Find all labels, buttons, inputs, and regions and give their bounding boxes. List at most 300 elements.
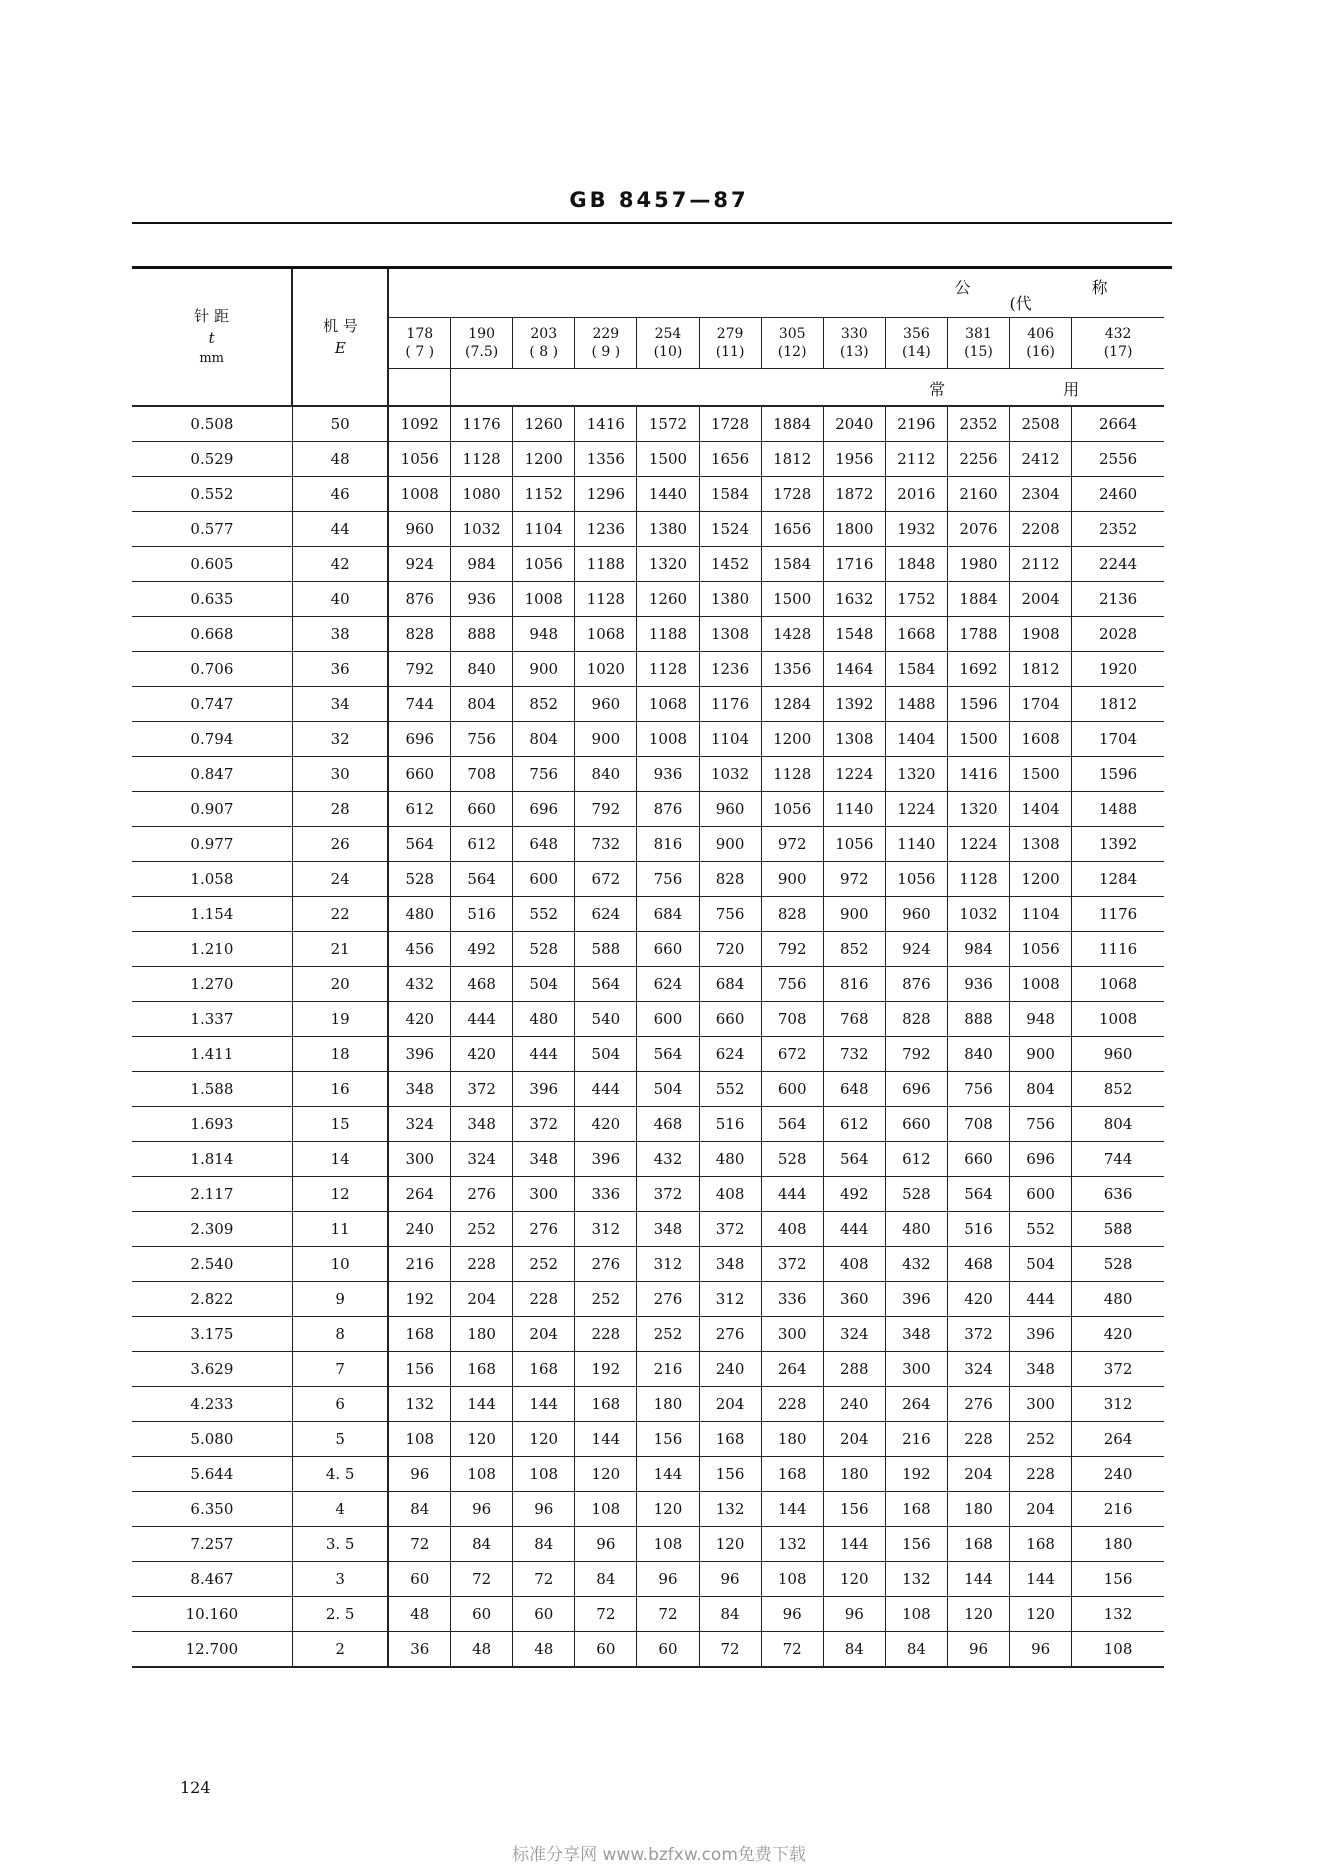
needle-count-cell: 324 [451,1142,513,1177]
needle-count-cell: 144 [637,1457,699,1492]
needle-count-cell: 444 [451,1002,513,1037]
needle-count-cell: 1092 [388,406,450,442]
needle-count-cell: 1260 [513,406,575,442]
needle-count-cell: 804 [451,687,513,722]
needle-count-cell: 72 [637,1597,699,1632]
needle-count-cell: 2016 [885,477,947,512]
needle-count-cell: 1200 [513,442,575,477]
table-row [132,442,1164,477]
needle-count-cell: 408 [823,1247,885,1282]
diameter-mm: 330 [840,326,868,342]
needle-count-cell: 48 [451,1632,513,1668]
pitch-cell: 1.411 [132,1037,292,1072]
needle-count-cell: 1308 [823,722,885,757]
needle-count-cell: 1416 [947,757,1009,792]
needle-count-cell: 168 [451,1352,513,1387]
needle-count-cell: 108 [575,1492,637,1527]
needle-count-cell: 444 [513,1037,575,1072]
needle-count-cell: 900 [513,652,575,687]
needle-count-cell: 120 [575,1457,637,1492]
needle-count-cell: 960 [885,897,947,932]
needle-count-cell: 1488 [1072,792,1164,827]
needle-count-cell: 564 [388,827,450,862]
needle-count-cell: 840 [451,652,513,687]
needle-count-cell: 1020 [575,652,637,687]
needle-count-cell: 660 [388,757,450,792]
needle-count-cell: 252 [575,1282,637,1317]
needle-count-cell: 372 [699,1212,761,1247]
needle-count-cell: 900 [761,862,823,897]
needle-count-cell: 144 [947,1562,1009,1597]
needle-count-cell: 900 [1010,1037,1072,1072]
table-row [132,477,1164,512]
needle-count-cell: 108 [513,1457,575,1492]
needle-count-cell: 1704 [1072,722,1164,757]
page-number: 124 [180,1778,211,1797]
table-row [132,1492,1164,1527]
needle-count-cell: 888 [451,617,513,652]
needle-count-cell: 1128 [575,582,637,617]
needle-count-cell: 372 [761,1247,823,1282]
needle-count-cell: 1200 [761,722,823,757]
needle-count-cell: 2412 [1010,442,1072,477]
needle-count-cell: 876 [388,582,450,617]
gauge-header-label: 机 号 [322,317,358,335]
diameter-mm: 381 [965,326,992,342]
needle-count-cell: 948 [513,617,575,652]
needle-count-cell: 144 [1010,1562,1072,1597]
gauge-header [292,269,388,406]
table-row [132,1317,1164,1352]
diameter-mm: 279 [716,326,744,342]
needle-count-cell: 1140 [823,792,885,827]
gauge-cell: 9 [292,1282,388,1317]
needle-count-cell: 504 [1010,1247,1072,1282]
gauge-cell: 40 [292,582,388,617]
needle-count-cell: 348 [885,1317,947,1352]
table-row [132,617,1164,652]
needle-count-cell: 264 [761,1352,823,1387]
needle-count-cell: 516 [451,897,513,932]
needle-count-cell: 660 [885,1107,947,1142]
needle-count-cell: 744 [388,687,450,722]
needle-count-cell: 432 [388,967,450,1002]
needle-count-cell: 2208 [1010,512,1072,547]
table-row [132,1527,1164,1562]
usage-header-char-1: 常 [929,380,946,399]
needle-count-cell: 744 [1072,1142,1164,1177]
pitch-cell: 0.847 [132,757,292,792]
needle-count-cell: 264 [1072,1422,1164,1457]
needle-count-cell: 972 [761,827,823,862]
needle-count-cell: 540 [575,1002,637,1037]
needle-count-cell: 168 [1010,1527,1072,1562]
needle-count-cell: 528 [761,1142,823,1177]
needle-count-cell: 204 [1010,1492,1072,1527]
gauge-cell: 22 [292,897,388,932]
needle-count-cell: 84 [885,1632,947,1668]
needle-count-cell: 1032 [947,897,1009,932]
needle-count-cell: 2460 [1072,477,1164,512]
gauge-cell: 4. 5 [292,1457,388,1492]
needle-count-cell: 240 [699,1352,761,1387]
gauge-cell: 30 [292,757,388,792]
needle-count-cell: 84 [699,1597,761,1632]
needle-count-cell: 348 [388,1072,450,1107]
diameter-mm: 305 [778,326,806,342]
needle-count-cell: 528 [1072,1247,1164,1282]
pitch-cell: 0.552 [132,477,292,512]
needle-count-cell: 504 [513,967,575,1002]
needle-count-cell: 228 [513,1282,575,1317]
table-row [132,406,1164,442]
needle-count-cell: 2160 [947,477,1009,512]
needle-count-cell: 156 [388,1352,450,1387]
needle-count-cell: 1500 [1010,757,1072,792]
needle-count-cell: 108 [451,1457,513,1492]
diameter-inch: (15) [964,344,993,360]
needle-count-cell: 1548 [823,617,885,652]
needle-count-cell: 1884 [761,406,823,442]
needle-count-cell: 2136 [1072,582,1164,617]
needle-count-cell: 1200 [1010,862,1072,897]
needle-count-cell: 672 [761,1037,823,1072]
needle-count-cell: 636 [1072,1177,1164,1212]
pitch-cell: 1.210 [132,932,292,967]
needle-count-cell: 660 [699,1002,761,1037]
needle-count-cell: 564 [575,967,637,1002]
needle-count-cell: 96 [823,1597,885,1632]
needle-count-cell: 720 [699,932,761,967]
needle-count-cell: 144 [575,1422,637,1457]
gauge-cell: 2 [292,1632,388,1668]
gauge-cell: 14 [292,1142,388,1177]
needle-count-cell: 96 [513,1492,575,1527]
needle-count-cell: 660 [637,932,699,967]
needle-count-cell: 984 [451,547,513,582]
needle-count-cell: 336 [761,1282,823,1317]
needle-count-cell: 96 [1010,1632,1072,1668]
table-body [132,406,1164,1667]
needle-count-cell: 84 [513,1527,575,1562]
needle-count-cell: 48 [388,1597,450,1632]
diameter-inch: ( 7 ) [405,344,435,360]
pitch-cell: 5.644 [132,1457,292,1492]
needle-count-cell: 372 [637,1177,699,1212]
pitch-cell: 0.907 [132,792,292,827]
diameter-header-cell [699,318,761,369]
gauge-cell: 8 [292,1317,388,1352]
needle-count-cell: 1728 [761,477,823,512]
needle-count-cell: 1188 [637,617,699,652]
needle-count-cell: 600 [1010,1177,1072,1212]
diameter-inch: (17) [1103,344,1133,360]
gauge-cell: 16 [292,1072,388,1107]
table-row [132,1422,1164,1457]
pitch-cell: 12.700 [132,1632,292,1668]
needle-count-cell: 1668 [885,617,947,652]
needle-count-cell: 936 [451,582,513,617]
needle-count-cell: 96 [451,1492,513,1527]
needle-count-cell: 624 [637,967,699,1002]
needle-count-cell: 468 [947,1247,1009,1282]
needle-count-cell: 1404 [885,722,947,757]
needle-count-cell: 348 [513,1142,575,1177]
needle-count-cell: 1980 [947,547,1009,582]
pitch-cell: 0.977 [132,827,292,862]
needle-count-cell: 768 [823,1002,885,1037]
needle-count-cell: 1572 [637,406,699,442]
needle-count-cell: 732 [575,827,637,862]
pitch-cell: 0.529 [132,442,292,477]
needle-count-cell: 924 [388,547,450,582]
needle-count-cell: 960 [1072,1037,1164,1072]
needle-count-cell: 1752 [885,582,947,617]
diameter-header-cell [1072,318,1164,369]
diameter-inch: (12) [777,344,807,360]
needle-count-cell: 1392 [1072,827,1164,862]
needle-count-cell: 828 [699,862,761,897]
needle-count-cell: 684 [637,897,699,932]
needle-count-cell: 228 [1010,1457,1072,1492]
needle-count-cell: 156 [823,1492,885,1527]
needle-count-cell: 1728 [699,406,761,442]
diameter-inch: (10) [653,344,683,360]
gauge-cell: 2. 5 [292,1597,388,1632]
needle-count-cell: 1056 [1010,932,1072,967]
table-row [132,1072,1164,1107]
needle-count-cell: 1632 [823,582,885,617]
needle-count-cell: 1056 [823,827,885,862]
needle-count-cell: 1812 [761,442,823,477]
needle-count-cell: 252 [1010,1422,1072,1457]
diameter-mm: 356 [903,326,930,342]
needle-count-cell: 1176 [699,687,761,722]
usage-header-char-2: 用 [1063,380,1080,399]
needle-count-cell: 2664 [1072,406,1164,442]
needle-count-cell: 396 [388,1037,450,1072]
needle-count-cell: 276 [947,1387,1009,1422]
needle-count-cell: 684 [699,967,761,1002]
needle-count-cell: 840 [947,1037,1009,1072]
gauge-cell: 12 [292,1177,388,1212]
needle-count-cell: 1104 [1010,897,1072,932]
needle-count-cell: 1908 [1010,617,1072,652]
group-header-char-3: 称 [1091,278,1108,297]
pitch-cell: 2.117 [132,1177,292,1212]
needle-count-cell: 1284 [761,687,823,722]
gauge-cell: 44 [292,512,388,547]
pitch-header-unit: mm [199,351,224,366]
needle-count-cell: 1428 [761,617,823,652]
diameter-header-cell [388,318,450,369]
needle-count-cell: 816 [823,967,885,1002]
needle-count-cell: 480 [388,897,450,932]
pitch-cell: 0.577 [132,512,292,547]
needle-count-cell: 756 [699,897,761,932]
needle-count-cell: 1128 [637,652,699,687]
needle-count-cell: 1068 [1072,967,1164,1002]
needle-count-cell: 1392 [823,687,885,722]
gauge-cell: 34 [292,687,388,722]
needle-count-cell: 2196 [885,406,947,442]
needle-count-cell: 420 [451,1037,513,1072]
needle-count-cell: 228 [761,1387,823,1422]
needle-count-cell: 2556 [1072,442,1164,477]
needle-count-cell: 552 [699,1072,761,1107]
needle-count-cell: 1500 [947,722,1009,757]
table-row [132,582,1164,617]
needle-count-cell: 516 [699,1107,761,1142]
pitch-cell: 6.350 [132,1492,292,1527]
needle-count-cell: 264 [885,1387,947,1422]
needle-count-cell: 96 [761,1597,823,1632]
needle-count-cell: 144 [823,1527,885,1562]
table-row [132,512,1164,547]
gauge-cell: 42 [292,547,388,582]
needle-count-cell: 600 [637,1002,699,1037]
needle-count-cell: 408 [699,1177,761,1212]
pitch-cell: 2.309 [132,1212,292,1247]
needle-count-cell: 372 [947,1317,1009,1352]
needle-count-cell: 72 [388,1527,450,1562]
needle-count-cell: 408 [761,1212,823,1247]
needle-count-cell: 252 [513,1247,575,1282]
needle-count-cell: 1584 [699,477,761,512]
needle-count-cell: 1692 [947,652,1009,687]
table-row [132,1002,1164,1037]
needle-count-cell: 600 [513,862,575,897]
needle-count-cell: 168 [513,1352,575,1387]
needle-count-cell: 1320 [885,757,947,792]
needle-count-cell: 936 [947,967,1009,1002]
needle-count-cell: 1224 [885,792,947,827]
needle-count-cell: 156 [699,1457,761,1492]
needle-count-cell: 564 [823,1142,885,1177]
diameter-header-cell [761,318,823,369]
needle-count-cell: 696 [388,722,450,757]
needle-count-cell: 84 [575,1562,637,1597]
pitch-header [132,269,292,406]
needle-count-cell: 108 [637,1527,699,1562]
needle-count-cell: 264 [388,1177,450,1212]
needle-count-cell: 1128 [947,862,1009,897]
needle-count-cell: 2040 [823,406,885,442]
needle-count-cell: 660 [947,1142,1009,1177]
needle-count-cell: 1320 [947,792,1009,827]
needle-count-cell: 876 [637,792,699,827]
needle-count-cell: 108 [1072,1632,1164,1668]
table-row [132,1597,1164,1632]
needle-count-cell: 1032 [451,512,513,547]
needle-count-cell: 708 [451,757,513,792]
pitch-cell: 0.668 [132,617,292,652]
needle-count-cell: 120 [1010,1597,1072,1632]
needle-count-cell: 1284 [1072,862,1164,897]
needle-count-cell: 1452 [699,547,761,582]
needle-count-cell: 372 [1072,1352,1164,1387]
diameter-inch: (16) [1026,344,1055,360]
needle-count-cell: 624 [575,897,637,932]
gauge-header-symbol: E [334,339,346,357]
needle-count-cell: 948 [1010,1002,1072,1037]
needle-count-cell: 360 [823,1282,885,1317]
needle-count-cell: 240 [1072,1457,1164,1492]
needle-count-cell: 480 [699,1142,761,1177]
needle-count-cell: 840 [575,757,637,792]
needle-count-cell: 1116 [1072,932,1164,967]
needle-count-cell: 420 [388,1002,450,1037]
needle-count-cell: 312 [1072,1387,1164,1422]
needle-count-cell: 156 [1072,1562,1164,1597]
diameter-header-cell [513,318,575,369]
table-row [132,722,1164,757]
needle-count-cell: 240 [823,1387,885,1422]
pitch-cell: 1.814 [132,1142,292,1177]
gauge-cell: 48 [292,442,388,477]
needle-count-cell: 1104 [699,722,761,757]
needle-count-cell: 1788 [947,617,1009,652]
needle-count-cell: 180 [451,1317,513,1352]
pitch-cell: 1.337 [132,1002,292,1037]
needle-count-cell: 960 [699,792,761,827]
needle-count-cell: 1500 [637,442,699,477]
needle-count-cell: 612 [451,827,513,862]
table-row [132,932,1164,967]
needle-count-cell: 504 [637,1072,699,1107]
needle-count-cell: 2112 [885,442,947,477]
needle-count-cell: 1236 [575,512,637,547]
table-row [132,1177,1164,1212]
pitch-cell: 0.747 [132,687,292,722]
needle-count-cell: 108 [388,1422,450,1457]
diameter-mm: 432 [1104,326,1132,342]
pitch-cell: 8.467 [132,1562,292,1597]
needle-count-cell: 96 [575,1527,637,1562]
table-row [132,1037,1164,1072]
needle-count-cell: 600 [761,1072,823,1107]
usage-header [451,369,1164,407]
needle-count-cell: 2112 [1010,547,1072,582]
needle-count-cell: 564 [761,1107,823,1142]
needle-count-cell: 1848 [885,547,947,582]
usage-header-blank [388,369,450,407]
needle-count-cell: 276 [699,1317,761,1352]
needle-count-cell: 480 [513,1002,575,1037]
needle-count-cell: 1440 [637,477,699,512]
needle-count-cell: 420 [575,1107,637,1142]
needle-count-cell: 672 [575,862,637,897]
diameter-header-cell [947,318,1009,369]
table-row [132,792,1164,827]
needle-count-cell: 1716 [823,547,885,582]
gauge-cell: 10 [292,1247,388,1282]
needle-count-cell: 1884 [947,582,1009,617]
needle-count-cell: 180 [1072,1527,1164,1562]
needle-count-cell: 876 [885,967,947,1002]
table-row [132,897,1164,932]
gauge-cell: 46 [292,477,388,512]
needle-count-cell: 84 [388,1492,450,1527]
needle-count-cell: 204 [451,1282,513,1317]
needle-count-cell: 1152 [513,477,575,512]
needle-count-cell: 168 [761,1457,823,1492]
needle-count-cell: 1008 [513,582,575,617]
pitch-cell: 0.508 [132,406,292,442]
needle-count-cell: 216 [885,1422,947,1457]
needle-count-cell: 252 [637,1317,699,1352]
needle-count-cell: 564 [451,862,513,897]
